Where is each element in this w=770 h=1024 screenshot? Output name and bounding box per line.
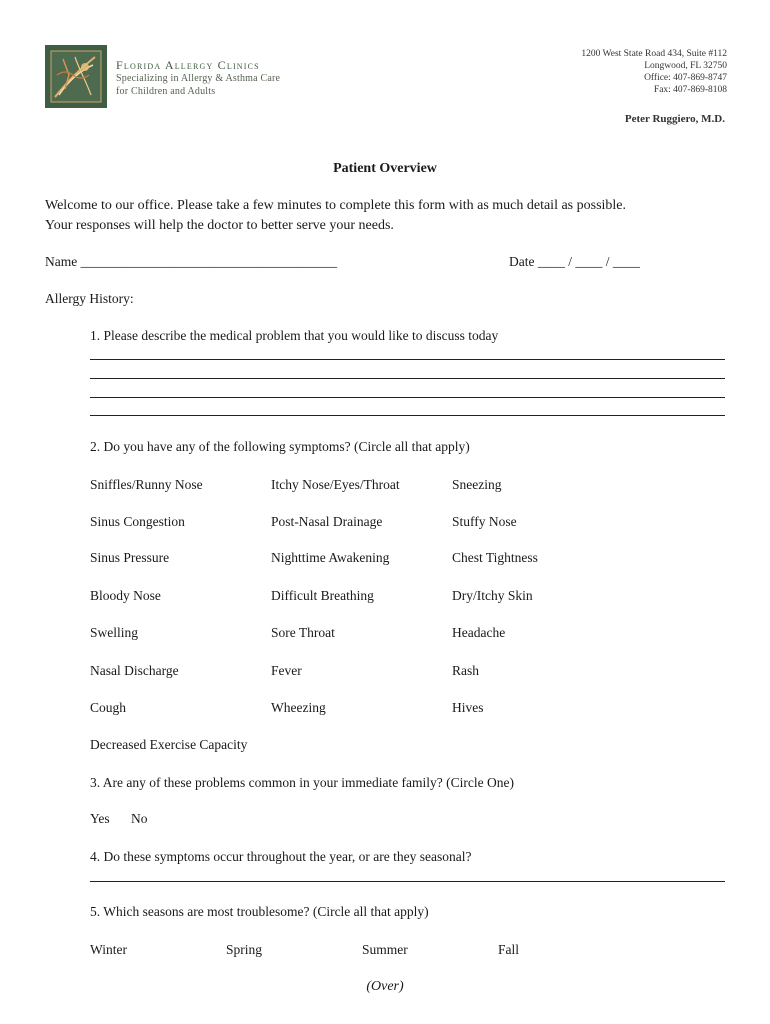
- symptom-option[interactable]: Hives: [452, 700, 484, 715]
- clinic-logo: [45, 45, 107, 108]
- date-field[interactable]: Date ____ / ____ / ____: [509, 254, 640, 269]
- symptom-option[interactable]: Chest Tightness: [452, 550, 538, 565]
- name-field[interactable]: Name ______________________________________: [45, 254, 338, 269]
- page-title: Patient Overview: [333, 161, 437, 176]
- symptom-option[interactable]: Bloody Nose: [90, 588, 161, 603]
- office-phone: Office: 407-869-8747: [644, 73, 727, 83]
- season-option[interactable]: Spring: [226, 942, 263, 957]
- symptom-option[interactable]: Rash: [452, 663, 479, 678]
- question-2: 2. Do you have any of the following symptoms? (Circle all that apply): [90, 439, 470, 454]
- symptom-option[interactable]: Decreased Exercise Capacity: [90, 737, 248, 752]
- question-5: 5. Which seasons are most troublesome? (Circle all that apply): [90, 904, 429, 919]
- question-1: 1. Please describe the medical problem that you would like to discuss today: [90, 328, 499, 343]
- fax-number: Fax: 407-869-8108: [653, 85, 727, 95]
- symptom-option[interactable]: Cough: [90, 700, 127, 715]
- symptom-option[interactable]: Fever: [271, 663, 302, 678]
- season-option[interactable]: Summer: [362, 942, 408, 957]
- clinic-tagline-2: for Children and Adults: [116, 86, 216, 97]
- answer-line[interactable]: [90, 881, 725, 882]
- intro-line-1: Welcome to our office. Please take a few minutes to complete this form with as much detail as possible.: [45, 198, 627, 213]
- symptom-option[interactable]: Sore Throat: [271, 625, 335, 640]
- symptom-option[interactable]: Difficult Breathing: [271, 588, 374, 603]
- symptom-option[interactable]: Sinus Congestion: [90, 514, 185, 529]
- address-line-1: 1200 West State Road 434, Suite #112: [581, 49, 727, 59]
- answer-line[interactable]: [90, 359, 725, 360]
- symptom-option[interactable]: Wheezing: [271, 700, 326, 715]
- no-option[interactable]: No: [131, 811, 148, 826]
- doctor-name: Peter Ruggiero, M.D.: [624, 113, 725, 125]
- intro-line-2: Your responses will help the doctor to better serve your needs.: [45, 218, 394, 233]
- question-4: 4. Do these symptoms occur throughout the year, or are they seasonal?: [90, 849, 472, 864]
- answer-line[interactable]: [90, 378, 725, 379]
- clinic-tagline: Specializing in Allergy & Asthma Care: [116, 73, 281, 84]
- address-line-2: Longwood, FL 32750: [644, 61, 727, 71]
- answer-line[interactable]: [90, 397, 725, 398]
- section-heading: Allergy History:: [45, 291, 134, 306]
- symptom-option[interactable]: Headache: [452, 625, 506, 640]
- season-option[interactable]: Winter: [90, 942, 127, 957]
- season-option[interactable]: Fall: [498, 942, 520, 957]
- question-3: 3. Are any of these problems common in your immediate family? (Circle One): [90, 775, 515, 790]
- symptom-option[interactable]: Post-Nasal Drainage: [271, 514, 383, 529]
- symptom-option[interactable]: Sinus Pressure: [90, 550, 170, 565]
- answer-line[interactable]: [90, 415, 725, 416]
- symptom-option[interactable]: Itchy Nose/Eyes/Throat: [271, 477, 400, 492]
- symptom-option[interactable]: Sneezing: [452, 477, 502, 492]
- symptom-option[interactable]: Stuffy Nose: [452, 514, 517, 529]
- symptom-option[interactable]: Sniffles/Runny Nose: [90, 477, 203, 492]
- symptom-option[interactable]: Swelling: [90, 625, 139, 640]
- clinic-name: Florida Allergy Clinics: [116, 58, 260, 72]
- symptom-option[interactable]: Dry/Itchy Skin: [452, 588, 533, 603]
- symptom-option[interactable]: Nighttime Awakening: [271, 550, 390, 565]
- symptom-option[interactable]: Nasal Discharge: [90, 663, 179, 678]
- yes-option[interactable]: Yes: [90, 811, 110, 826]
- page-turn-note: (Over): [366, 979, 404, 994]
